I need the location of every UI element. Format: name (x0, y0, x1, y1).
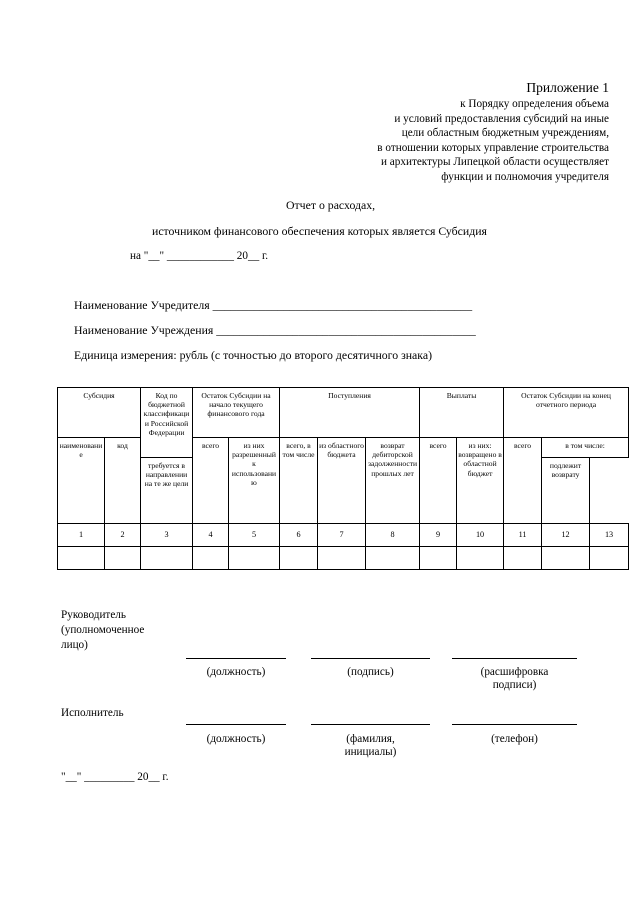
table-cell (105, 547, 141, 570)
signature-date-line: "__" _________ 20__ г. (61, 771, 169, 783)
table-cell (420, 547, 457, 570)
table-cell (193, 547, 229, 570)
table-cell (229, 547, 280, 570)
caption-position: (должность) (206, 666, 266, 678)
header-returned-to-budget: из них: возвращено в областной бюджет (457, 438, 504, 524)
column-number: 9 (420, 524, 457, 547)
header-debt-return: возврат дебиторской задолженности прошлых лет (366, 438, 420, 524)
caption-full-name: (фамилия, инициалы) (344, 733, 397, 758)
table-cell (280, 547, 318, 570)
header-balance-start: Остаток Субсидии на начало текущего финансового года (193, 388, 280, 438)
header-requires-direction: требуется в направлении на те же цели (141, 458, 193, 524)
executor-label: Исполнитель (61, 707, 124, 719)
caption-signature-transcript: (расшифровка подписи) (480, 666, 549, 691)
caption-position: (должность) (206, 733, 266, 745)
header-from-budget: из областного бюджета (318, 438, 366, 524)
column-number: 10 (457, 524, 504, 547)
header-balance-end: Остаток Субсидии на конец отчетного периода (504, 388, 629, 438)
institution-field: Наименование Учреждения ____________________________________________ (74, 323, 476, 337)
header-start-total: всего (193, 438, 229, 524)
report-title: Отчет о расходах, (286, 198, 376, 212)
head-label: Руководитель (уполномоченное лицо) (61, 609, 145, 651)
head-name-line (452, 658, 577, 659)
executor-position-line (186, 724, 286, 725)
table-cell (542, 547, 590, 570)
appendix-line: цели областным бюджетным учреждениям, (401, 127, 609, 140)
appendix-title: Приложение 1 (526, 80, 609, 95)
header-total-incl: всего, в том числе (280, 438, 318, 524)
column-number: 3 (141, 524, 193, 547)
head-signature-line (311, 658, 430, 659)
head-position-line (186, 658, 286, 659)
report-date-line: на "__" ____________ 20__ г. (130, 250, 269, 262)
column-number: 6 (280, 524, 318, 547)
report-subtitle: источником финансового обеспечения которых является Субсидия (152, 224, 487, 238)
header-budget-code: Код по бюджетной классификации Российской Федерации (141, 388, 193, 458)
caption-phone: (телефон) (491, 733, 538, 745)
table-cell (504, 547, 542, 570)
appendix-line: и условий предоставления субсидий на иные (394, 112, 609, 125)
appendix-text (269, 97, 609, 185)
appendix-line: функции и полномочия учредителя (441, 170, 609, 183)
table-cell (318, 547, 366, 570)
column-number: 4 (193, 524, 229, 547)
header-name: наименование (58, 438, 105, 524)
table-cell (590, 547, 629, 570)
column-number: 2 (105, 524, 141, 547)
header-receipts: Поступления (280, 388, 420, 438)
appendix-line: к Порядку определения объема (460, 98, 609, 110)
appendix-line: в отношении которых управление строительства (377, 141, 609, 154)
caption-signature: (подпись) (347, 666, 394, 678)
column-number: 5 (229, 524, 280, 547)
header-code: код (105, 438, 141, 524)
header-payments-total: всего (420, 438, 457, 524)
table-cell (141, 547, 193, 570)
column-number: 11 (504, 524, 542, 547)
appendix-line: и архитектуры Липецкой области осуществляет (381, 156, 609, 169)
header-allowed-use: из них разрешенный к использованию (229, 438, 280, 524)
table-cell (58, 547, 105, 570)
executor-name-line (311, 724, 430, 725)
table-cell (366, 547, 420, 570)
header-to-return: подлежит возврату (542, 458, 590, 524)
founder-field: Наименование Учредителя ____________________________________________ (74, 298, 473, 312)
column-number: 8 (366, 524, 420, 547)
header-payments: Выплаты (420, 388, 504, 438)
table-row (58, 547, 629, 570)
report-table (57, 387, 629, 570)
column-number: 7 (318, 524, 366, 547)
header-incl: в том числе: (542, 438, 629, 458)
header-end-total: всего (504, 438, 542, 524)
table-cell (457, 547, 504, 570)
header-subsidy: Субсидия (58, 388, 141, 438)
column-number: 12 (542, 524, 590, 547)
column-number: 13 (590, 524, 629, 547)
unit-field: Единица измерения: рубль (с точностью до второго десятичного знака) (74, 348, 432, 362)
executor-phone-line (452, 724, 577, 725)
column-number: 1 (58, 524, 105, 547)
